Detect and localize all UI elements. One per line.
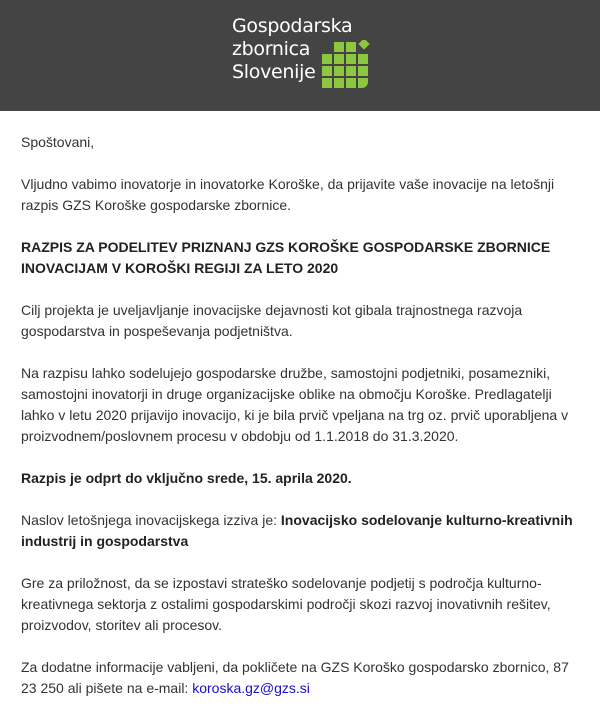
email-body — [21, 132, 581, 715]
challenge-prefix: Naslov letošnjega inovacijskega izziva je: — [21, 512, 281, 528]
intro-paragraph: Vljudno vabimo inovatorje in inovatorke Koroške, da prijavite vaše inovacije na letošnji razpis GZS Koroške gospodarske zbornice. — [21, 176, 555, 213]
logo-line-2: zbornica — [232, 38, 311, 60]
greeting: Spoštovani, — [21, 134, 95, 150]
announcement-heading: RAZPIS ZA PODELITEV PRIZNANJ GZS KOROŠKE GOSPODARSKE ZBORNICE INOVACIJAM V KOROŠKI REGIJI ZA LETO 2020 — [21, 239, 551, 276]
logo-line-1: Gospodarska — [232, 15, 353, 37]
logo-line-3: Slovenije — [232, 61, 316, 83]
contact-paragraph — [21, 657, 581, 699]
participants-paragraph: Na razpisu lahko sodelujejo gospodarske družbe, samostojni podjetniki, posamezniki, samostojni inovatorji in druge organizacijske oblike na območju Koroške. Predlagatelji lahko v letu 2020 prijavijo inovacijo, ki je bila prvič vpeljana na trg oz. prvič uporabljena v proizvodnem/poslovnem procesu v obdobju od 1.1.2018 do 31.3.2020. — [21, 365, 569, 444]
challenge-title: Inovacijsko sodelovanje kulturno-kreativnih industrij in gospodarstva — [21, 512, 573, 549]
goal-paragraph: Cilj projekta je uveljavljanje inovacijske dejavnosti kot gibala trajnostnega razvoja gospodarstva in pospeševanja podjetništva. — [21, 302, 523, 339]
opportunity-paragraph: Gre za priložnost, da se izpostavi strateško sodelovanje podjetij s področja kulturno-kreativnega sektorja z ostalimi gospodarskimi področji skozi razvoj inovativnih rešitev, proizvodov, storitev ali procesov. — [21, 575, 551, 633]
deadline-paragraph: Razpis je odprt do vključno srede, 15. aprila 2020. — [21, 470, 352, 486]
contact-email-link[interactable]: koroska.gz@gzs.si — [192, 680, 310, 696]
header-banner — [0, 0, 600, 111]
gzs-logo[interactable] — [232, 15, 372, 95]
gzs-logo-mark-icon — [316, 40, 372, 92]
challenge-paragraph — [21, 510, 581, 552]
contact-prefix: Za dodatne informacije vabljeni, da pokličete na GZS Koroško gospodarsko zbornico, 87 23 250 ali pišete na e-mail: — [21, 659, 569, 696]
